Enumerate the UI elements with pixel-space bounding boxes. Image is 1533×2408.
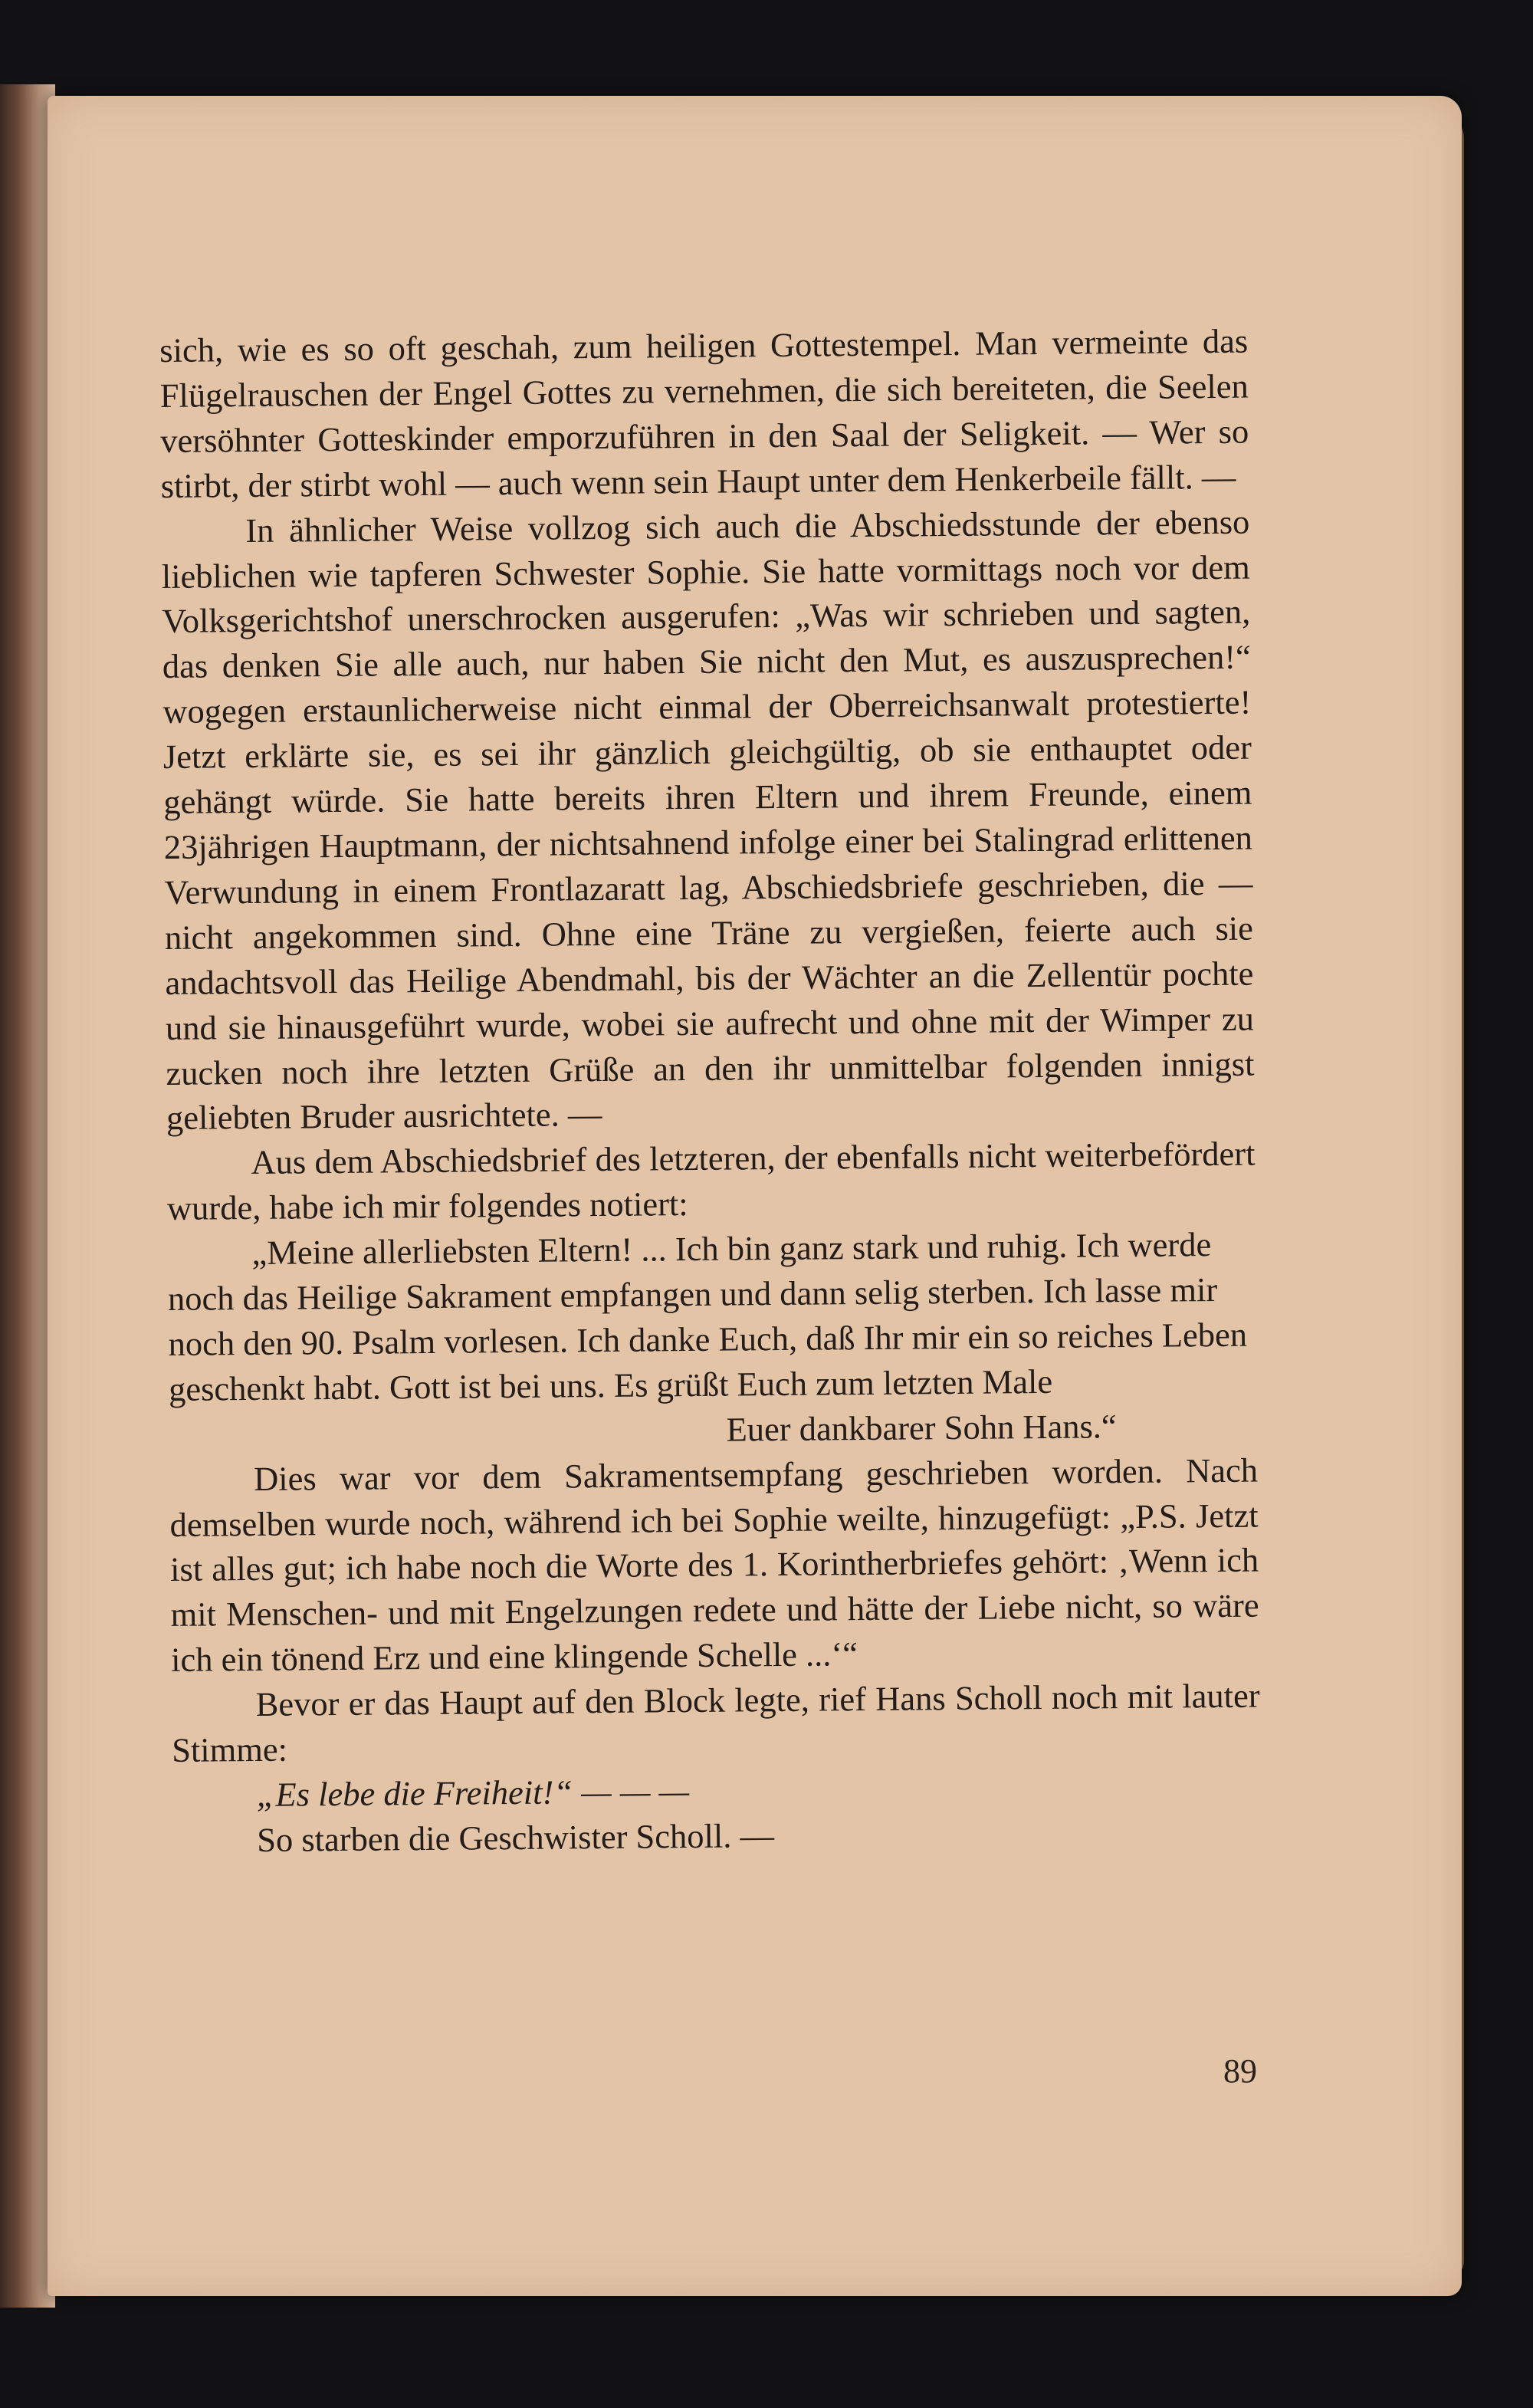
letter-signature: Euer dankbarer Sohn Hans.“ bbox=[726, 1406, 1117, 1449]
page-text bbox=[159, 319, 1261, 1864]
paragraph-3: Aus dem Abschiedsbrief des letzteren, der ebenfalls nicht weiterbefördert wurde, habe ich mir folgendes notiert: bbox=[166, 1134, 1256, 1228]
quote-freedom: „Es lebe die Freiheit!“ — — — bbox=[256, 1772, 690, 1814]
closing-line: So starben die Geschwister Scholl. — bbox=[256, 1815, 775, 1859]
paragraph-2: In ähnlicher Weise vollzog sich auch die Abschiedsstunde der ebenso lieblichen wie tapferen Schwester Sophie. Sie hatte vormittags noch vor dem Volksgerichtshof unerschrocken ausgerufen: „Was wir schrieben und sagten, das denken Sie alle auch, nur haben Sie nicht den Mut, es auszusprechen!“ wogegen erstaunlicherweise nicht einmal der Oberreichsanwalt protestierte! Jetzt erklärte sie, es sei ihr gänzlich gleichgültig, ob sie enthauptet oder gehängt würde. Sie hatte bereits ihren Eltern und ihrem Freunde, einem 23jährigen Hauptmann, der nichtsahnend infolge einer bei Stalingrad erlittenen Verwundung in einem Frontlazaratt lag, Abschiedsbriefe geschrieben, die — nicht angekommen sind. Ohne eine Träne zu vergießen, feierte auch sie andachtsvoll das Heilige Abendmahl, bis der Wächter an die Zellentür pochte und sie hinausgeführt wurde, wobei sie aufrecht und ohne mit der Wimper zu zucken noch ihre letzten Grüße an den ihr unmittelbar folgenden innigst geliebten Bruder ausrichtete. — bbox=[161, 502, 1255, 1138]
paragraph-1: sich, wie es so oft geschah, zum heiligen Gottestempel. Man vermeinte das Flügelrauschen der Engel Gottes zu vernehmen, die sich bereiteten, die Seelen versöhnter Gotteskinder emporzuführen in den Saal der Seligkeit. — Wer so stirbt, der stirbt wohl — auch wenn sein Haupt unter dem Henkerbeile fällt. — bbox=[159, 321, 1249, 505]
paragraph-last-words: Bevor er das Haupt auf den Block legte, rief Hans Scholl noch mit lauter Stimme: bbox=[171, 1676, 1260, 1770]
paragraph-postscript: Dies war vor dem Sakramentsempfang geschrieben worden. Nach demselben wurde noch, während ich bei Sophie weilte, hinzugefügt: „P.S. Jetzt ist alles gut; ich habe noch die Worte des 1. Korintherbriefes gehört: ‚Wenn ich mit Menschen- und mit Engelzungen redete und hätte der Liebe nicht, so wäre ich ein tönend Erz und eine klingende Schelle ...‘“ bbox=[169, 1450, 1259, 1680]
letter-quote: „Meine allerliebsten Eltern! ... Ich bin ganz stark und ruhig. Ich werde noch das Heilige Sakrament empfangen und dann selig sterben. Ich lasse mir noch den 90. Psalm vorlesen. Ich danke Euch, daß Ihr mir ein so reiches Leben geschenkt habt. Gott ist bei uns. Es grüßt Euch zum letzten Male bbox=[167, 1225, 1248, 1408]
page-number: 89 bbox=[1223, 2052, 1257, 2090]
